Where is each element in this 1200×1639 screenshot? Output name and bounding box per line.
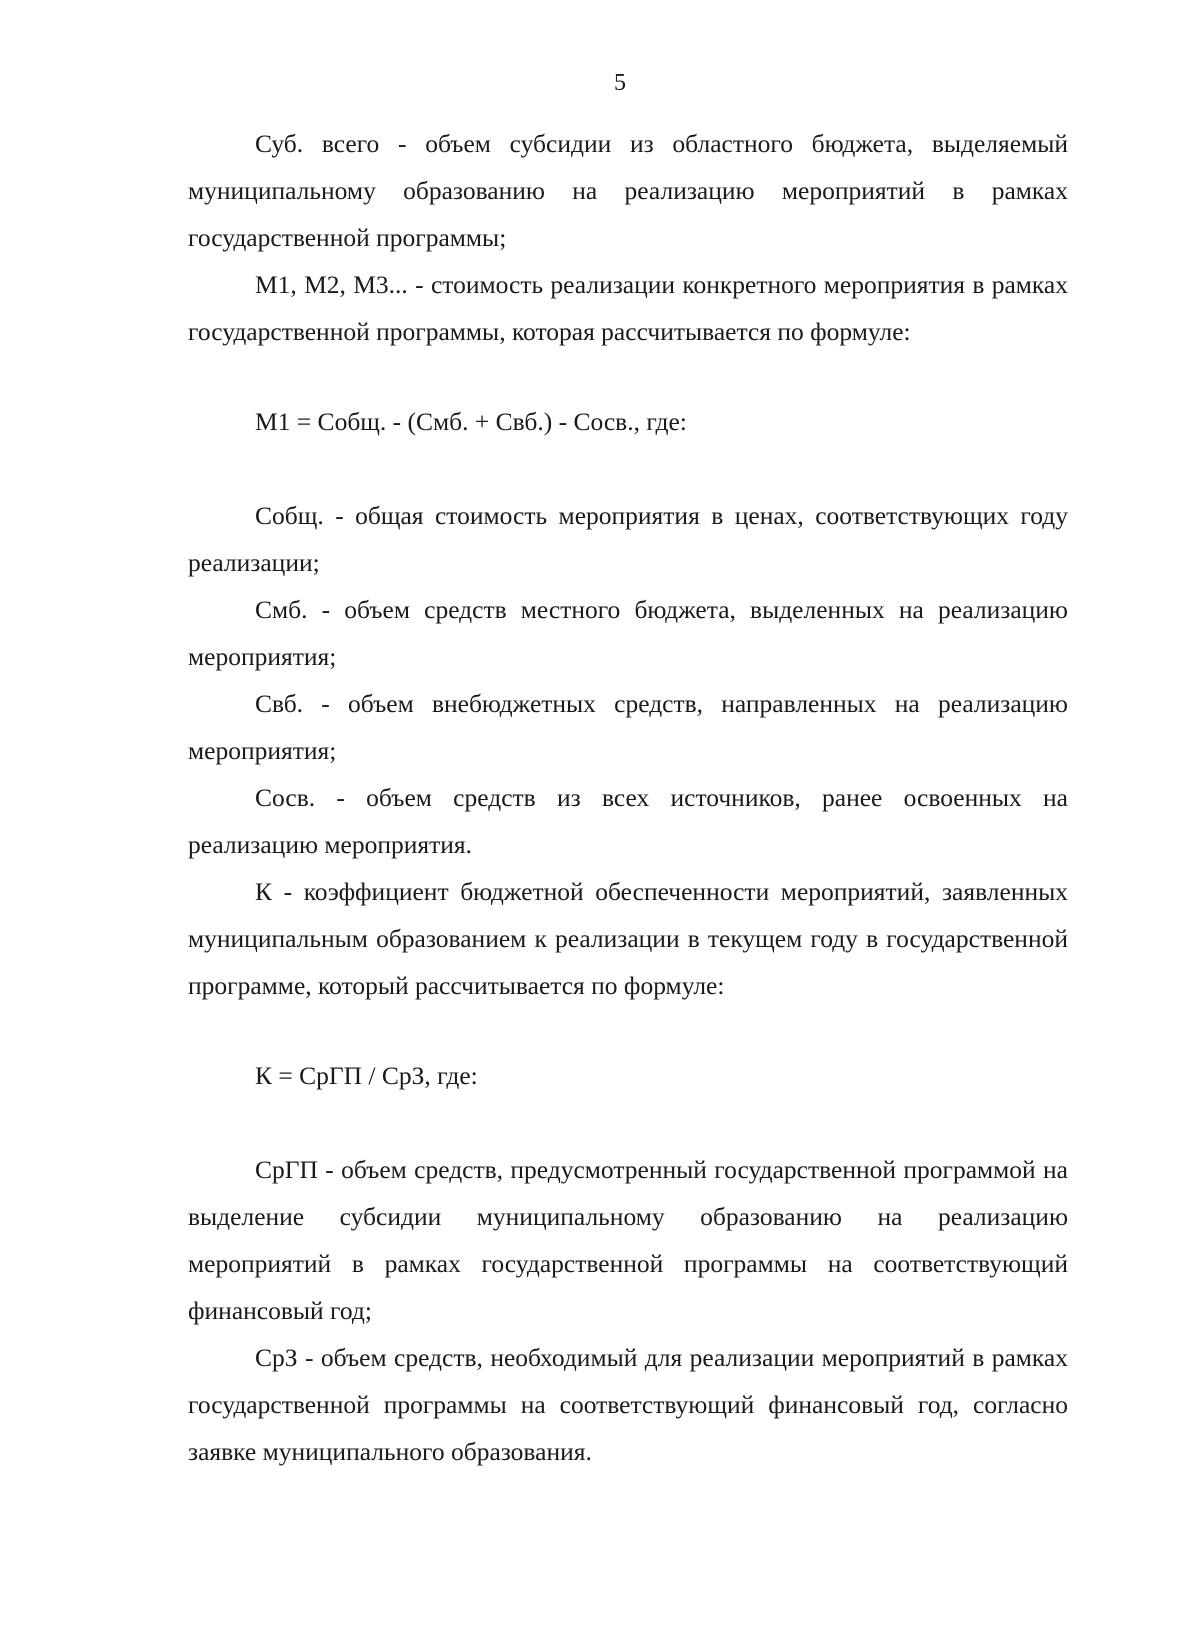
paragraph-srz: СрЗ - объем средств, необходимый для реализации мероприятий в рамках государственной программы на соответствующий финансовый год, согласно заявке муниципального образования. <box>188 1343 1068 1466</box>
document-body <box>188 120 1068 1475</box>
paragraph-local-budget: Смб. - объем средств местного бюджета, выделенных на реализацию мероприятия; <box>188 595 1068 671</box>
paragraph-srgp: СрГП - объем средств, предусмотренный государственной программой на выделение субсидии муниципальному образованию на реализацию мероприятий в рамках государственной программы на соответствующий финансовый год; <box>188 1155 1068 1325</box>
paragraph-coefficient: К - коэффициент бюджетной обеспеченности мероприятий, заявленных муниципальным образованием к реализации в текущем году в государственной программе, который рассчитывается по формуле: <box>188 877 1068 1000</box>
formula-m1: М1 = Собщ. - (Смб. + Свб.) - Сосв., где: <box>255 407 687 436</box>
page-number: 5 <box>614 70 626 96</box>
paragraph-spent-funds: Сосв. - объем средств из всех источников, ранее освоенных на реализацию мероприятия. <box>188 783 1068 859</box>
paragraph-extra-budget: Свб. - объем внебюджетных средств, направленных на реализацию мероприятия; <box>188 689 1068 765</box>
formula-k: К = СрГП / СрЗ, где: <box>255 1061 478 1090</box>
paragraph-m-cost: М1, М2, М3... - стоимость реализации конкретного мероприятия в рамках государственной программы, которая рассчитывается по формуле: <box>188 270 1068 346</box>
paragraph-total-cost: Собщ. - общая стоимость мероприятия в ценах, соответствующих году реализации; <box>188 501 1068 577</box>
paragraph-sub-total: Суб. всего - объем субсидии из областного бюджета, выделяемый муниципальному образованию на реализацию мероприятий в рамках государственной программы; <box>188 129 1068 252</box>
